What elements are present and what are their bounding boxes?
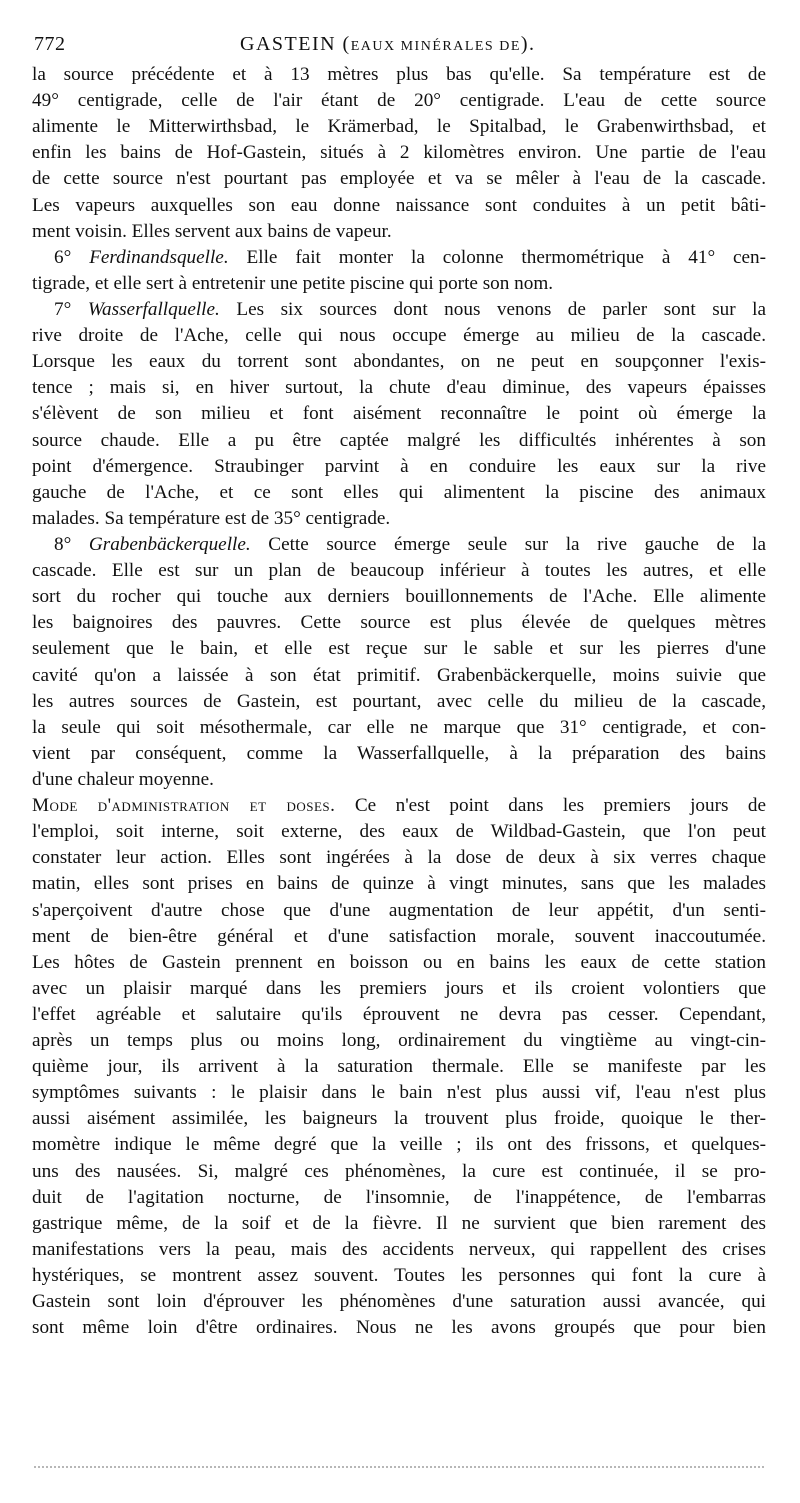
text-line: quième jour, ils arrivent à la saturation thermale. Elle se manifeste par les — [32, 1056, 766, 1078]
text-line: gastrique même, de la soif et de la fièvre. Il ne survient que bien rarement des — [32, 1212, 766, 1234]
body-text — [32, 62, 766, 1341]
source-name: Ferdinandsquelle. — [89, 246, 229, 268]
running-title-close: ). — [520, 33, 536, 55]
text-line: d'une chaleur moyenne. — [32, 768, 214, 790]
item-number: 6° — [54, 246, 72, 268]
paragraph-grabenbaeckerquelle — [32, 532, 766, 558]
running-title-smallcaps: EAUX MINÉRALES DE — [350, 39, 521, 54]
running-title — [240, 30, 536, 61]
text-line: point d'émergence. Straubinger parvint à en conduire les eaux sur la rive — [32, 455, 766, 477]
text-line: cascade. Elle est sur un plan de beaucoup inférieur à toutes les autres, et elle — [32, 560, 766, 582]
text-line: manifestations vers la peau, mais des accidents nerveux, qui rappellent des crises — [32, 1238, 766, 1260]
text-line: Les hôtes de Gastein prennent en boisson ou en bains les eaux de cette station — [32, 951, 766, 973]
source-name: Wasserfallquelle. — [87, 298, 220, 320]
text-line: sort du rocher qui touche aux derniers bouillonnements de l'Ache. Elle alimente — [32, 586, 766, 608]
text-line: ment voisin. Elles servent aux bains de vapeur. — [32, 220, 392, 242]
paragraph-text: Les six sources dont nous venons de parler sont sur la — [236, 298, 766, 320]
paragraph-text: Ce n'est point dans les premiers jours de — [354, 795, 766, 817]
text-line: momètre indique le même degré que la veille ; ils ont des frissons, et quelques- — [32, 1134, 766, 1156]
text-line: malades. Sa température est de 35° centigrade. — [32, 507, 391, 529]
paragraph-text: Elle fait monter la colonne thermométrique à 41° cen- — [246, 246, 766, 268]
page-number: 772 — [34, 33, 66, 55]
text-line: cavité qu'on a laissée à son état primitif. Grabenbäckerquelle, moins suivie que — [32, 664, 766, 686]
text-line: constater leur action. Elles sont ingérées à la dose de deux à six verres chaque — [32, 847, 766, 869]
text-line: source chaude. Elle a pu être captée malgré les difficultés inhérentes à son — [32, 429, 766, 451]
text-line: l'effet agréable et salutaire qu'ils éprouvent ne devra pas cesser. Cependant, — [32, 1003, 766, 1025]
text-line: aussi aisément assimilée, les baigneurs la trouvent plus froide, quoique le ther- — [32, 1108, 766, 1130]
text-line: les baignoires des pauvres. Cette source est plus élevée de quelques mètres — [32, 612, 766, 634]
text-line: Les vapeurs auxquelles son eau donne naissance sont conduites à un petit bâti- — [32, 194, 766, 216]
text-line: rive droite de l'Ache, celle qui nous occupe émerge au milieu de la cascade. — [32, 325, 766, 347]
paragraph-wasserfallquelle — [32, 297, 766, 323]
text-line: de cette source n'est pourtant pas employée et va se mêler à l'eau de la cascade. — [32, 168, 766, 190]
text-line: la seule qui soit mésothermale, car elle ne marque que 31° centigrade, et con- — [32, 716, 766, 738]
text-line: alimente le Mitterwirthsbad, le Krämerbad, le Spitalbad, le Grabenwirthsbad, et — [32, 116, 766, 138]
text-line: 49° centigrade, celle de l'air étant de 20° centigrade. L'eau de cette source — [32, 90, 766, 112]
text-line: hystériques, se montrent assez souvent. Toutes les personnes qui font la cure à — [32, 1265, 766, 1287]
paragraph-text: Cette source émerge seule sur la rive gauche de la — [268, 533, 766, 555]
text-line: seulement que le bain, et elle est reçue sur le sable et sur les pierres d'une — [32, 638, 766, 660]
text-line: après un temps plus ou moins long, ordinairement du vingtième au vingt-cin- — [32, 1030, 766, 1052]
footer-rule — [34, 1466, 764, 1468]
source-name: Grabenbäckerquelle. — [88, 533, 251, 555]
text-line: vient par conséquent, comme la Wasserfallquelle, à la préparation des bains — [32, 742, 766, 764]
text-line: les autres sources de Gastein, est pourtant, avec celle du milieu de la cascade, — [32, 690, 766, 712]
text-line: tigrade, et elle sert à entretenir une petite piscine qui porte son nom. — [32, 272, 554, 294]
text-line: gauche de l'Ache, et ce sont elles qui alimentent la piscine des animaux — [32, 481, 766, 503]
text-line: s'aperçoivent d'autre chose que d'une augmentation de leur appétit, d'un senti- — [32, 899, 766, 921]
text-line: Lorsque les eaux du torrent sont abondantes, on ne peut en soupçonner l'exis- — [32, 351, 766, 373]
paragraph-ferdinandsquelle — [32, 245, 766, 271]
item-number: 7° — [54, 298, 72, 320]
text-line: l'emploi, soit interne, soit externe, des eaux de Wildbad-Gastein, que l'on peut — [32, 821, 766, 843]
text-line: ment de bien-être général et d'une satisfaction morale, souvent inaccoutumée. — [32, 925, 766, 947]
book-page — [32, 0, 766, 1503]
item-number: 8° — [54, 533, 72, 555]
text-line: avec un plaisir marqué dans les premiers jours et ils croient volontiers que — [32, 977, 766, 999]
text-line: enfin les bains de Hof-Gastein, situés à 2 kilomètres environ. Une partie de l'eau — [32, 142, 766, 164]
section-heading: Mode d'administration et doses. — [32, 795, 336, 817]
text-line: duit de l'agitation nocturne, de l'insomnie, de l'inappétence, de l'embarras — [32, 1186, 766, 1208]
running-title-main: GASTEIN ( — [240, 33, 351, 55]
text-line: uns des nausées. Si, malgré ces phénomènes, la cure est continuée, il se pro- — [32, 1160, 766, 1182]
text-line: la source précédente et à 13 mètres plus bas qu'elle. Sa température est de — [32, 64, 766, 85]
text-line: Gastein sont loin d'éprouver les phénomènes d'une saturation aussi avancée, qui — [32, 1291, 766, 1313]
text-line: symptômes suivants : le plaisir dans le bain n'est plus aussi vif, l'eau n'est plus — [32, 1082, 766, 1104]
text-line: matin, elles sont prises en bains de quinze à vingt minutes, sans que les malades — [32, 873, 766, 895]
text-line: s'élèvent de son milieu et font aisément reconnaître le point où émerge la — [32, 403, 766, 425]
text-line: sont même loin d'être ordinaires. Nous ne les avons groupés que pour bien — [32, 1317, 766, 1339]
text-line: tence ; mais si, en hiver surtout, la chute d'eau diminue, des vapeurs épaisses — [32, 377, 766, 399]
page-header — [32, 30, 766, 60]
section-mode-administration — [32, 793, 766, 819]
